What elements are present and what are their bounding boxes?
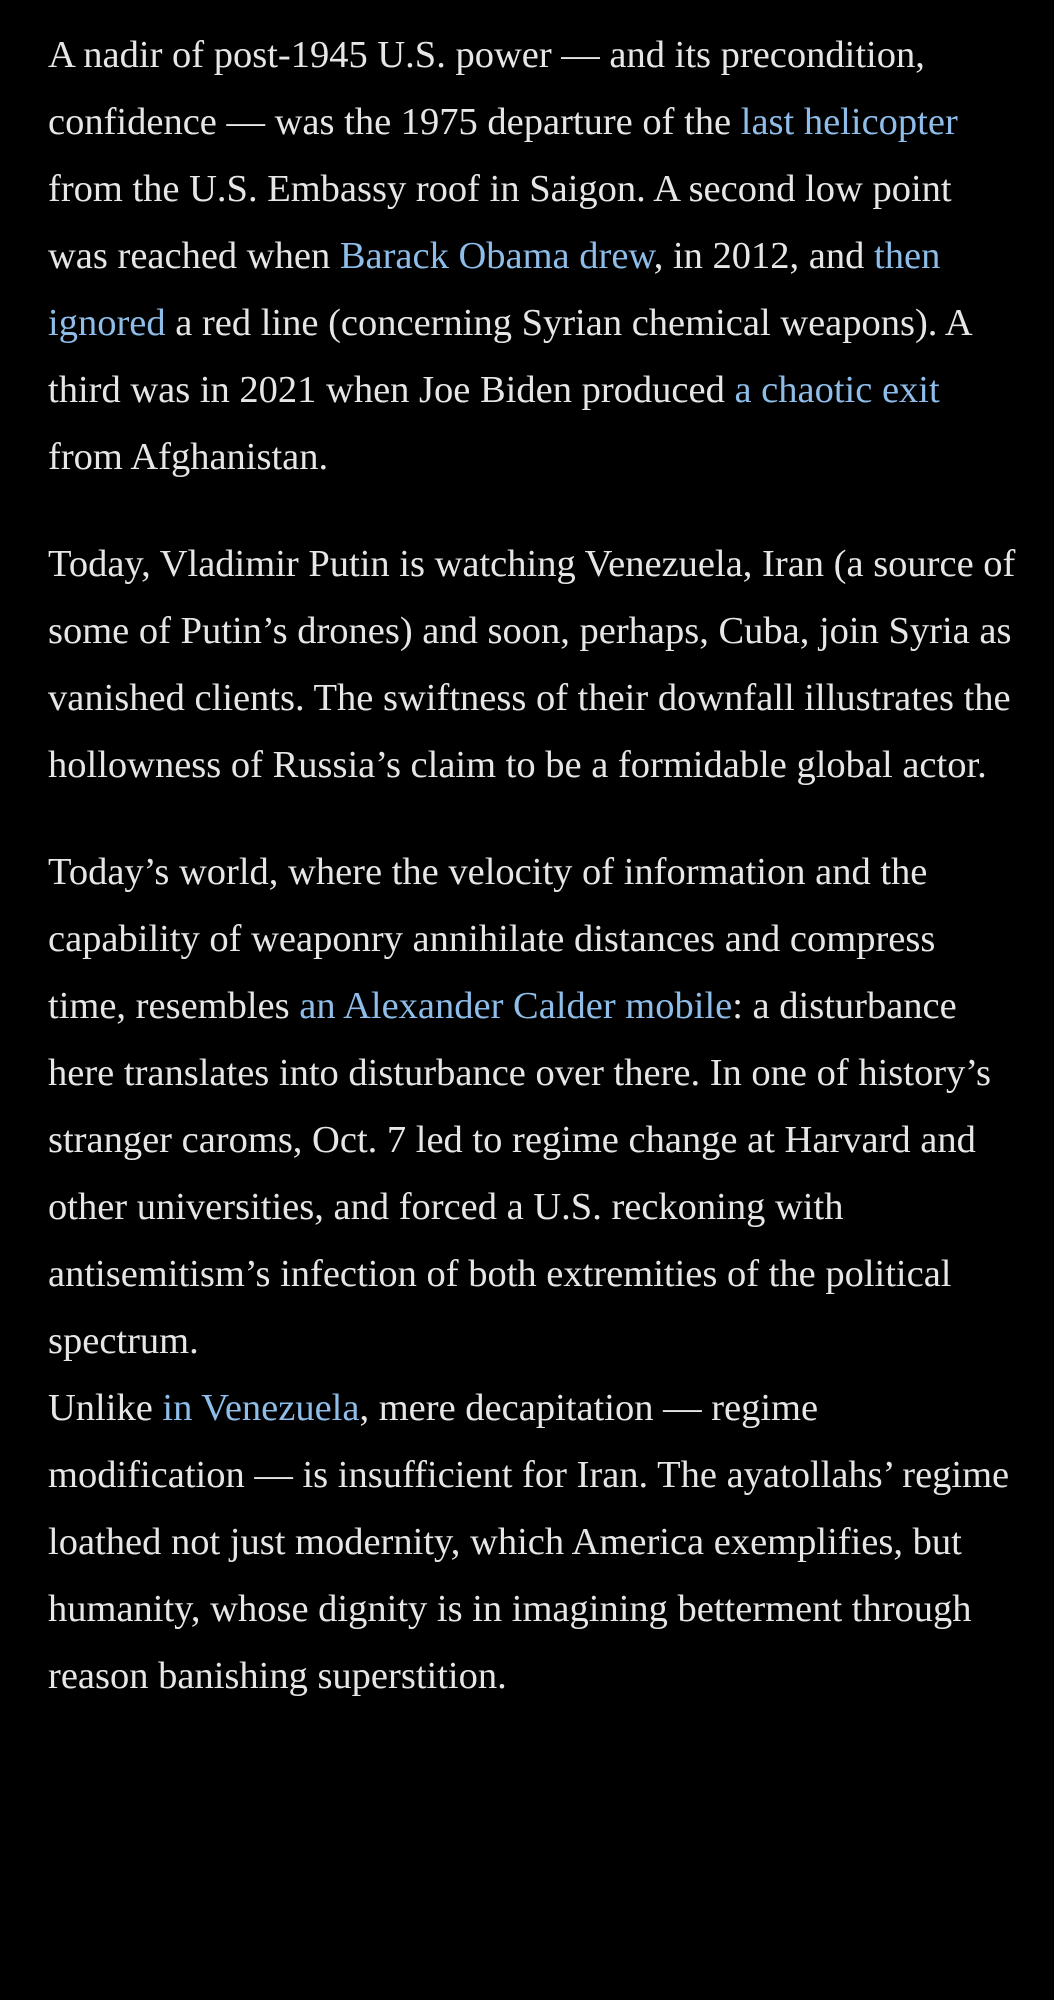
paragraph-1 [48, 22, 1018, 491]
paragraph-text: Today, Vladimir Putin is watching Venezuela, Iran (a source of some of Putin’s drones) and soon, perhaps, Cuba, join Syria as vanished clients. The swiftness of their downfall illustrates the hollowness of Russia’s claim to be a formidable global actor. [48, 543, 1016, 786]
barack-obama-drew-link[interactable]: Barack Obama drew [339, 235, 654, 277]
paragraph-text: a red line (concerning Syrian chemical weapons). A third was in 2021 when Joe Biden produced [48, 302, 971, 411]
paragraph-4 [48, 1375, 1018, 1710]
paragraph-text: Unlike [48, 1387, 163, 1429]
then-ignored-link[interactable]: then ignored [48, 235, 941, 344]
paragraph-text: , in 2012, and [653, 235, 875, 277]
paragraph-text: from Afghanistan. [48, 436, 329, 478]
paragraph-text: from the U.S. Embassy roof in Saigon. A second low point was reached when [48, 168, 952, 277]
paragraph-3 [48, 839, 1018, 1375]
in-venezuela-link[interactable]: in Venezuela [162, 1387, 360, 1429]
paragraph-text: A nadir of post-1945 U.S. power — and its precondition, confidence — was the 1975 departure of the [48, 34, 925, 143]
paragraph-text: Today’s world, where the velocity of information and the capability of weaponry annihilate distances and compress time, resembles [48, 851, 936, 1027]
alexander-calder-mobile-link[interactable]: an Alexander Calder mobile [299, 985, 733, 1027]
paragraph-text: , mere decapitation — regime modification — is insufficient for Iran. The ayatollahs’ regime loathed not just modernity, which America exemplifies, but humanity, whose dignity is in imagining betterment through reason banishing superstition. [48, 1387, 1010, 1697]
paragraph-2 [48, 531, 1018, 799]
paragraph-text: : a disturbance here translates into disturbance over there. In one of history’s stranger caroms, Oct. 7 led to regime change at Harvard and other universities, and forced a U.S. reckoning with antisemitism’s infection of both extremities of the political spectrum. [48, 985, 991, 1362]
chaotic-exit-link[interactable]: a chaotic exit [734, 369, 940, 411]
last-helicopter-link[interactable]: last helicopter [740, 101, 958, 143]
article-body [48, 22, 1018, 1750]
